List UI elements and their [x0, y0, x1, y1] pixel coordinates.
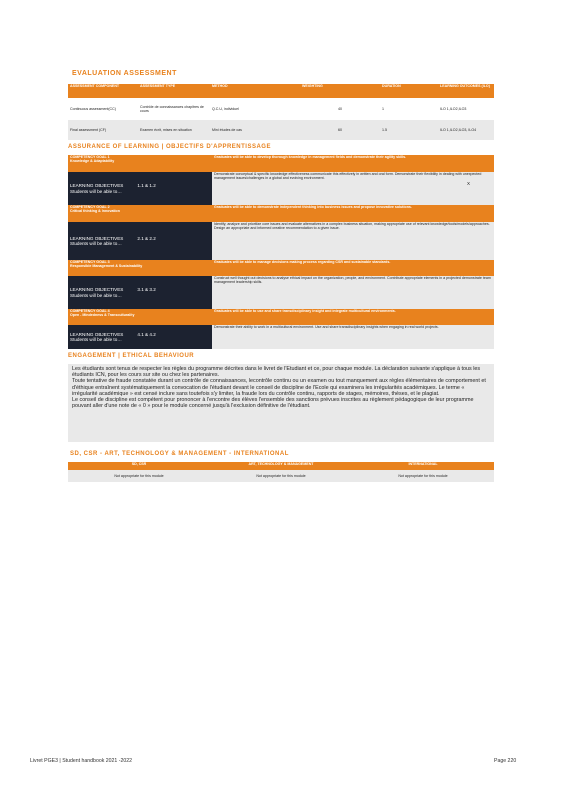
header-international: INTERNATIONAL	[408, 462, 438, 466]
goal-1-desc: Graduates will be able to develop thorough knowledge in management fields and demonstrate their agility skills.	[214, 155, 407, 159]
value-art-tech: Not appropriate for this module	[256, 473, 306, 478]
objectives-2: LEARNING OBJECTIVES 2.1 & 2.2 Students will be able to…	[68, 222, 212, 260]
engagement-box	[68, 364, 494, 442]
page-number: Page 220	[494, 758, 517, 764]
objectives-3: LEARNING OBJECTIVES 3.1 & 3.2 Students will be able to…	[68, 276, 212, 309]
cell-method: Q.C.U, individuel	[212, 106, 239, 111]
header-duration: DURATION	[382, 84, 401, 88]
goal-4-label: COMPETENCY GOAL 4 Open - Mindedness & Transculturality	[70, 309, 135, 318]
objectives-4-text: Demonstrate their ability to work in a multicultural environment. Use and share transdisciplinary insights when engaging in real world projects.	[212, 325, 494, 349]
goal-2-label: COMPETENCY GOAL 2 Critical thinking & Innovation	[70, 205, 120, 214]
goal-4-desc: Graduates will be able to use and share transdisciplinary insight and integrate multicultural environments.	[214, 309, 396, 313]
header-weighting: WEIGHTING	[302, 84, 323, 88]
header-component: ASSESSMENT COMPONENT	[70, 84, 120, 88]
evaluation-heading: EVALUATION ASSESSMENT	[72, 70, 177, 77]
objectives-3-text: Construct well thought out decisions to analyse ethical impact on the organization, people, and environment. Contribute appropriate elements in a projected demonstrate team management leadership skills.	[212, 276, 494, 309]
cell-weighting: 60	[338, 127, 342, 132]
cell-component: Continuous assessment(CC)	[70, 106, 116, 111]
engagement-paragraph: Toute tentative de fraude constatée durant un contrôle de connaissances, lecontrôle continu ou un examen ou tout manquement aux règles élémentaires de comportement et d'éthique entraînent systématiquement la convocation de l'étudiant devant le conseil de discipline de l'Ecole qui examinera les irrégularités académiques. Le terme « irrégularité académique » est censé inclure sans toutefois s'y limiter, la fraude lors du contrôle continu, rapports de stages, mémoires, thèses, et le plagiat.	[72, 378, 486, 397]
cell-duration: 1.5	[382, 127, 387, 132]
engagement-paragraph: Le conseil de discipline est compétent pour prononcer à l'encontre des élèves l'ensemble des sanctions prévues inscrites au règlement pédagogique de leur programme pouvant aller d'une note de « 0 » pour le module concerné jusqu'à l'exclusion définitive de l'étudiant.	[72, 397, 474, 410]
header-sdcsr: SD, CSR	[131, 462, 147, 466]
cell-duration: 1	[382, 106, 384, 111]
sdcsr-table	[68, 462, 494, 482]
objectives-1-text: Demonstrate conceptual & specific knowledge effectiveness communicate this effectively in written and oral form. Demonstrate their flexibility in dealing with unexpected management issues/challenges in a global and evolving environment. X	[212, 172, 494, 205]
cell-ilo: ILO 1,ILO2,ILO3	[440, 106, 467, 111]
engagement-paragraph: Les étudiants sont tenus de respecter les règles du programme décrites dans le livret de l'Etudiant et ce, pour chaque module. La déclaration suivante s'applique à tous les étudiants ICN, pour les cours sur site ou chez les partenaires.	[72, 366, 481, 379]
goal-3-desc: Graduates will be able to manage decisions making process regarding CSR and sustainable standards.	[214, 260, 391, 264]
cell-type: Contrôle de connaissances chapitres de cours	[140, 104, 204, 113]
footer-left: Livret PGE3 | Student handbook 2021 -2022	[30, 758, 132, 764]
sdcsr-heading: SD, CSR - ART, TECHNOLOGY & MANAGEMENT - INTERNATIONAL	[70, 451, 289, 457]
cell-method: Mini études de cas	[212, 127, 242, 132]
assurance-heading: ASSURANCE OF LEARNING | OBJECTIFS D'APPRENTISSAGE	[68, 144, 271, 150]
objectives-4: LEARNING OBJECTIVES 4.1 & 4.2 Students will be able to…	[68, 325, 212, 349]
goal-1-label: COMPETENCY GOAL 1 Knowledge & Adaptability	[70, 155, 115, 164]
header-type: ASSESSMENT TYPE	[140, 84, 176, 88]
cell-ilo: ILO 1,ILO2,ILO3, ILO4	[440, 127, 477, 132]
cell-type: Examen écrit, mises en situation	[140, 127, 192, 132]
table-row	[68, 98, 494, 120]
objectives-1: LEARNING OBJECTIVES 1.1 & 1.2 Students will be able to…	[68, 172, 212, 205]
goal-2-desc: Graduates will be able to demonstrate independent thinking into business issues and propose innovative solutions.	[214, 205, 412, 209]
assurance-table	[68, 155, 494, 349]
header-method: METHOD	[212, 84, 228, 88]
goal-3-label: COMPETENCY GOAL 3 Responsible Management & Sustainability	[70, 260, 143, 269]
cell-component: Final assessment (CF)	[70, 127, 107, 132]
value-international: Not appropriate for this module	[398, 473, 448, 478]
header-ilo: LEARNING OUTCOMES (ILO)	[440, 84, 490, 88]
cell-weighting: 40	[338, 106, 342, 111]
objectives-2-text: Identify, analyze and prioritize core issues and evaluate alternatives in a complex business situation, making appropriate use of relevant knowledge/tools/models/approaches. Design an appropriate and informed creative recommendation to a given issue.	[212, 222, 494, 260]
mark-x: X	[466, 181, 470, 186]
header-art-tech: ART, TECHNOLOGY & MANAGEMENT	[248, 462, 314, 466]
evaluation-table	[68, 84, 494, 140]
engagement-heading: ENGAGEMENT | ETHICAL BEHAVIOUR	[68, 353, 195, 359]
table-row	[68, 120, 494, 140]
value-sdcsr: Not appropriate for this module	[114, 473, 164, 478]
